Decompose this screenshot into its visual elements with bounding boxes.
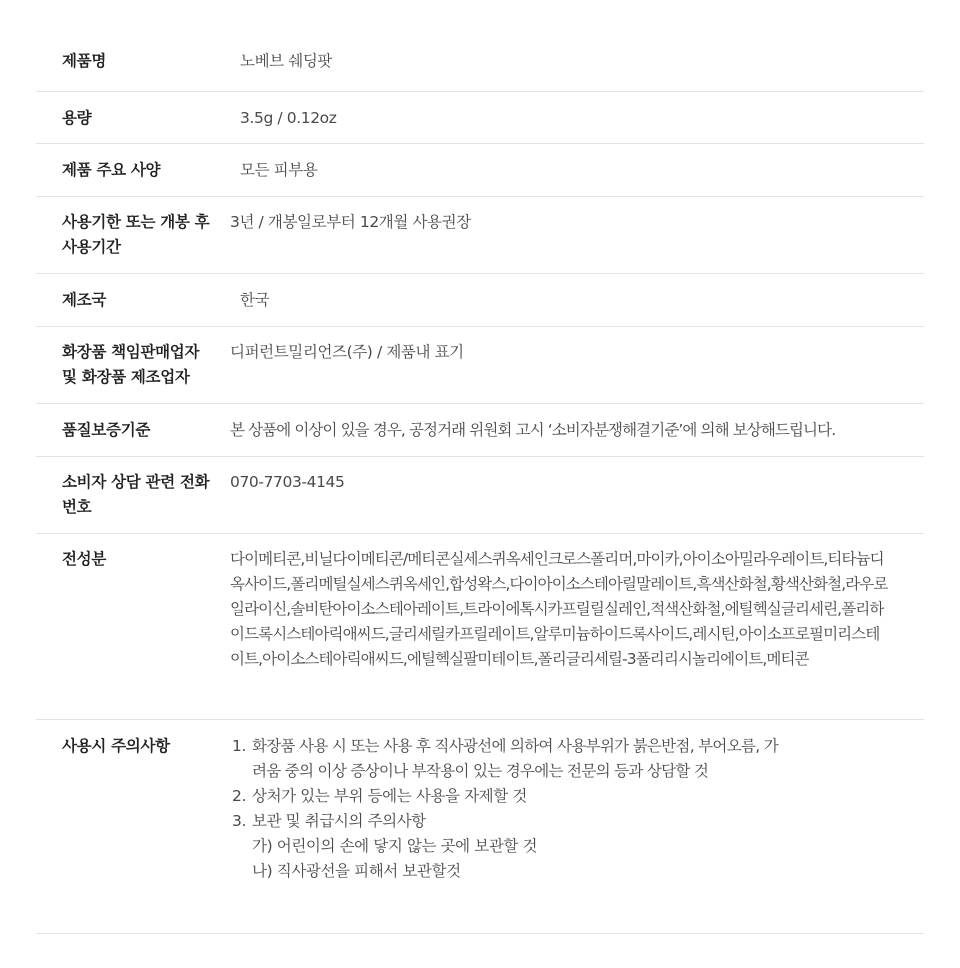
row-label: 전성분 — [62, 550, 107, 568]
row-value: 한국 — [240, 291, 270, 309]
row-manufacturer — [36, 327, 924, 404]
notice-item — [220, 809, 888, 834]
row-label: 사용기한 또는 개봉 후 사용기간 — [62, 213, 210, 256]
row-value: 디퍼런트밀리언즈(주) / 제품내 표기 — [230, 343, 464, 361]
row-phone — [36, 457, 924, 534]
notice-number: 3. — [232, 812, 246, 830]
notice-text: 화장품 사용 시 또는 사용 후 직사광선에 의하여 사용부위가 붉은반점, 부어오름, 가려움 중의 이상 증상이나 부작용이 있는 경우에는 전문의 등과 상담할 것 — [252, 737, 778, 780]
row-value: 다이메티콘,비닐다이메티콘/메티콘실세스퀴옥세인크로스폴리머,마이카,아이소아밀라우레이트,티타늄디옥사이드,폴리메틸실세스퀴옥세인,합성왁스,다이아이소스테아릴말레이트,흑색산화철,황색산화철,라우로일라이신,솔비탄아이소스테아레이트,트라이에톡시카프릴릴실레인,적색산화철,에틸헥실글리세린,폴리하이드록시스테아릭애씨드,글리세릴카프릴레이트,알루미늄하이드록사이드,레시틴,아이소프로필미리스테이트,아이소스테아릭애씨드,에틸헥실팔미테이트,폴리글리세릴-3폴리리시놀리에이트,메티콘 — [230, 550, 888, 668]
row-value: 본 상품에 이상이 있을 경우, 공정거래 위원회 고시 ‘소비자분쟁해결기준’에 의해 보상해드립니다. — [230, 421, 836, 439]
row-main-spec — [36, 144, 924, 197]
row-label: 제조국 — [62, 291, 107, 309]
row-quality — [36, 404, 924, 457]
row-value: 3년 / 개봉일로부터 12개월 사용권장 — [230, 213, 471, 231]
row-label: 품질보증기준 — [62, 421, 151, 439]
product-info-table — [36, 36, 924, 934]
row-label: 제품명 — [62, 52, 107, 70]
row-label: 사용시 주의사항 — [62, 737, 170, 755]
row-label: 화장품 책임판매업자 및 화장품 제조업자 — [62, 343, 200, 386]
notice-item — [220, 734, 888, 784]
notice-number: 2. — [232, 787, 246, 805]
notice-list — [220, 734, 888, 884]
notice-number: 1. — [232, 737, 246, 755]
row-value: 노베브 쉐딩팟 — [240, 52, 332, 70]
notice-sub-item: 가) 어린이의 손에 닿지 않는 곳에 보관할 것 — [252, 837, 538, 855]
row-ingredients — [36, 534, 924, 720]
row-label: 소비자 상담 관련 전화번호 — [62, 473, 210, 516]
row-label: 제품 주요 사양 — [62, 161, 161, 179]
notice-content — [214, 734, 924, 933]
row-origin — [36, 274, 924, 327]
row-label: 용량 — [62, 109, 92, 127]
notice-item — [220, 784, 888, 809]
row-expiry — [36, 197, 924, 274]
row-value: 070-7703-4145 — [230, 473, 345, 491]
row-value: 모든 피부용 — [240, 161, 318, 179]
notice-text: 상처가 있는 부위 등에는 사용을 자제할 것 — [252, 787, 527, 805]
notice-text: 보관 및 취급시의 주의사항 — [252, 812, 426, 830]
row-value: 3.5g / 0.12oz — [240, 109, 337, 127]
row-product-name — [36, 36, 924, 92]
row-volume — [36, 92, 924, 144]
notice-sub-item: 나) 직사광선을 피해서 보관할것 — [252, 862, 461, 880]
row-notice — [36, 720, 924, 934]
